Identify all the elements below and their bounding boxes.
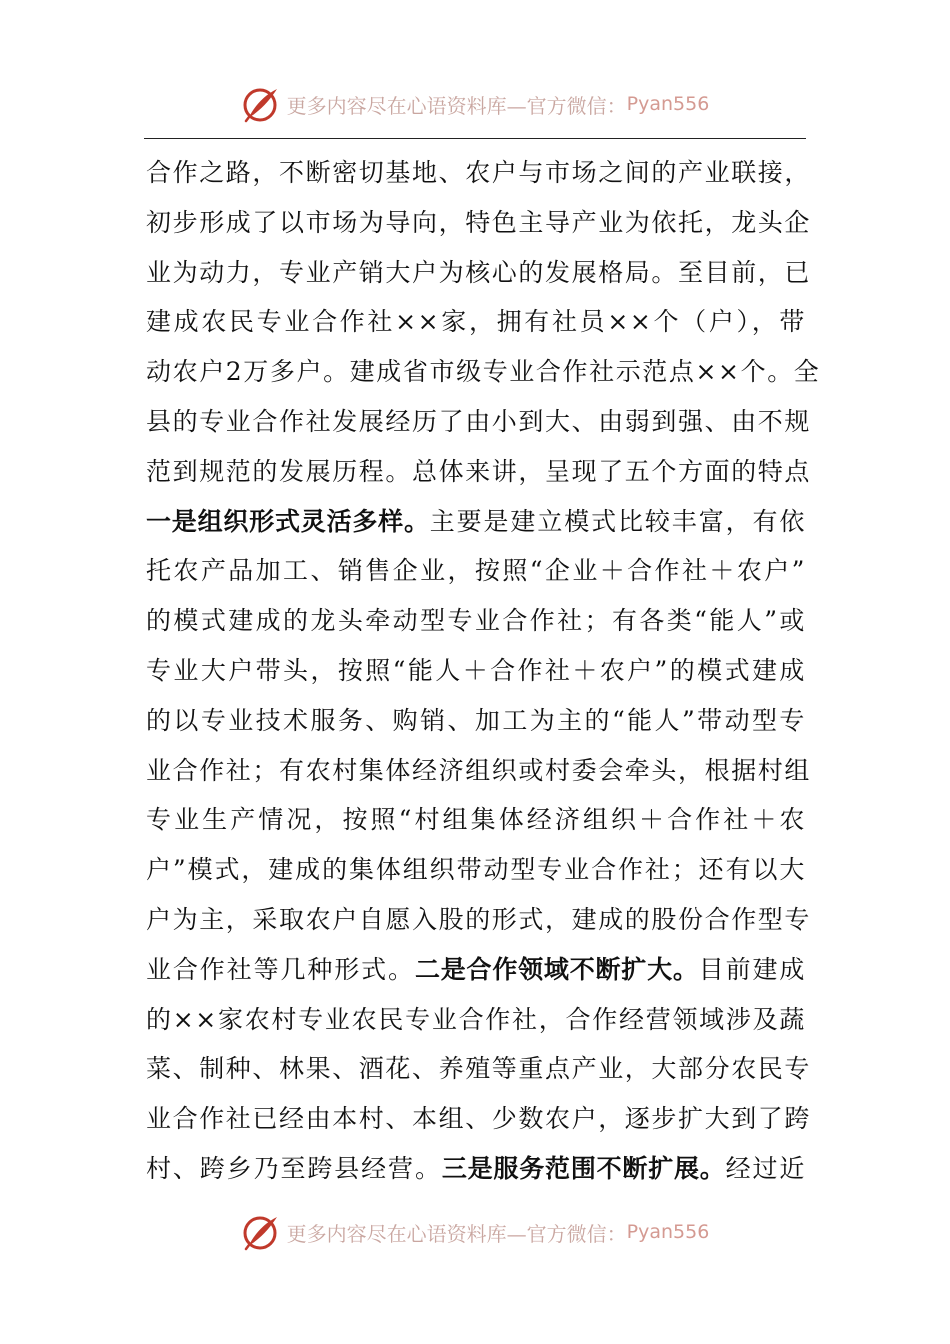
text-run: 县的专业合作社发展经历了由小到大、由弱到强、由不规 xyxy=(146,406,812,436)
document-body xyxy=(146,148,821,1194)
footer-banner-text xyxy=(287,1218,710,1247)
bold-heading-run: 一是组织形式灵活多样。 xyxy=(146,506,430,536)
text-line xyxy=(146,347,821,397)
footer-banner-label: 更多内容尽在心语资料库—官方微信： xyxy=(286,1221,627,1246)
text-line xyxy=(146,1144,806,1194)
header-banner-text xyxy=(287,90,710,119)
bold-heading-run: 二是合作领域不断扩大。 xyxy=(414,954,699,984)
text-line xyxy=(146,397,812,447)
text-run: 初步形成了以市场为导向，特色主导产业为依托，龙头企 xyxy=(146,207,812,237)
text-line xyxy=(146,646,806,696)
text-line xyxy=(146,248,812,298)
text-line xyxy=(146,1094,812,1144)
text-line xyxy=(146,297,806,347)
text-run: 目前建成 xyxy=(698,954,806,984)
text-run: 业合作社已经由本村、本组、少数农户，逐步扩大到了跨 xyxy=(146,1104,812,1134)
bold-heading-run: 三是服务范围不断扩展。 xyxy=(441,1153,726,1183)
text-run: 专业生产情况，按照“村组集体经济组织＋合作社＋农 xyxy=(146,805,806,835)
text-run: 的××家农村专业农民专业合作社，合作经营领域涉及蔬 xyxy=(146,1004,806,1034)
text-run: 菜、制种、林果、酒花、养殖等重点产业，大部分农民专 xyxy=(146,1054,812,1084)
text-run: 户”模式，建成的集体组织带动型专业合作社；还有以大 xyxy=(146,855,806,885)
text-run: 的模式建成的龙头牵动型专业合作社；有各类“能人”或 xyxy=(146,606,806,636)
quill-logo-icon xyxy=(241,1212,281,1252)
text-run: 合作之路，不断密切基地、农户与市场之间的产业联接， xyxy=(146,158,812,187)
text-run: 户为主，采取农户自愿入股的形式，建成的股份合作型专 xyxy=(146,904,812,934)
text-line xyxy=(146,845,806,895)
header-divider xyxy=(144,138,806,139)
text-run: 托农产品加工、销售企业，按照“企业＋合作社＋农户” xyxy=(146,556,806,586)
text-run: 经过近 xyxy=(725,1153,806,1183)
text-run: 业合作社；有农村集体经济组织或村委会牵头，根据村组 xyxy=(146,755,812,785)
text-line xyxy=(146,995,806,1045)
text-run: 业为动力，专业产销大户为核心的发展格局。至目前，已 xyxy=(146,257,812,287)
text-run: 业合作社等几种形式。 xyxy=(146,954,415,984)
text-line xyxy=(146,447,812,497)
header-wechat-id: Pyan556 xyxy=(626,93,710,115)
text-line xyxy=(146,148,812,198)
text-line xyxy=(146,198,812,248)
text-line xyxy=(146,696,806,746)
text-line xyxy=(146,746,812,796)
text-run: 的以专业技术服务、购销、加工为主的“能人”带动型专 xyxy=(146,705,806,735)
text-run: 动农户2万多户。建成省市级专业合作社示范点××个。全 xyxy=(146,357,821,387)
text-run: 范到规范的发展历程。总体来讲，呈现了五个方面的特点 xyxy=(146,456,812,486)
header-banner xyxy=(0,80,950,128)
text-line xyxy=(146,795,806,845)
text-line xyxy=(146,1044,812,1094)
text-line xyxy=(146,497,806,547)
text-run: 专业大户带头，按照“能人＋合作社＋农户”的模式建成 xyxy=(146,655,806,685)
text-run: 村、跨乡乃至跨县经营。 xyxy=(146,1153,442,1183)
text-line xyxy=(146,895,812,945)
text-run: 建成农民专业合作社××家，拥有社员××个（户），带 xyxy=(146,307,806,337)
text-line xyxy=(146,596,806,646)
footer-wechat-id: Pyan556 xyxy=(626,1221,710,1243)
text-line xyxy=(146,945,806,995)
text-line xyxy=(146,546,806,596)
text-run: 主要是建立模式比较丰富，有依 xyxy=(429,506,806,536)
header-banner-label: 更多内容尽在心语资料库—官方微信： xyxy=(286,93,627,118)
quill-logo-icon xyxy=(241,84,281,124)
footer-banner xyxy=(0,1208,950,1256)
